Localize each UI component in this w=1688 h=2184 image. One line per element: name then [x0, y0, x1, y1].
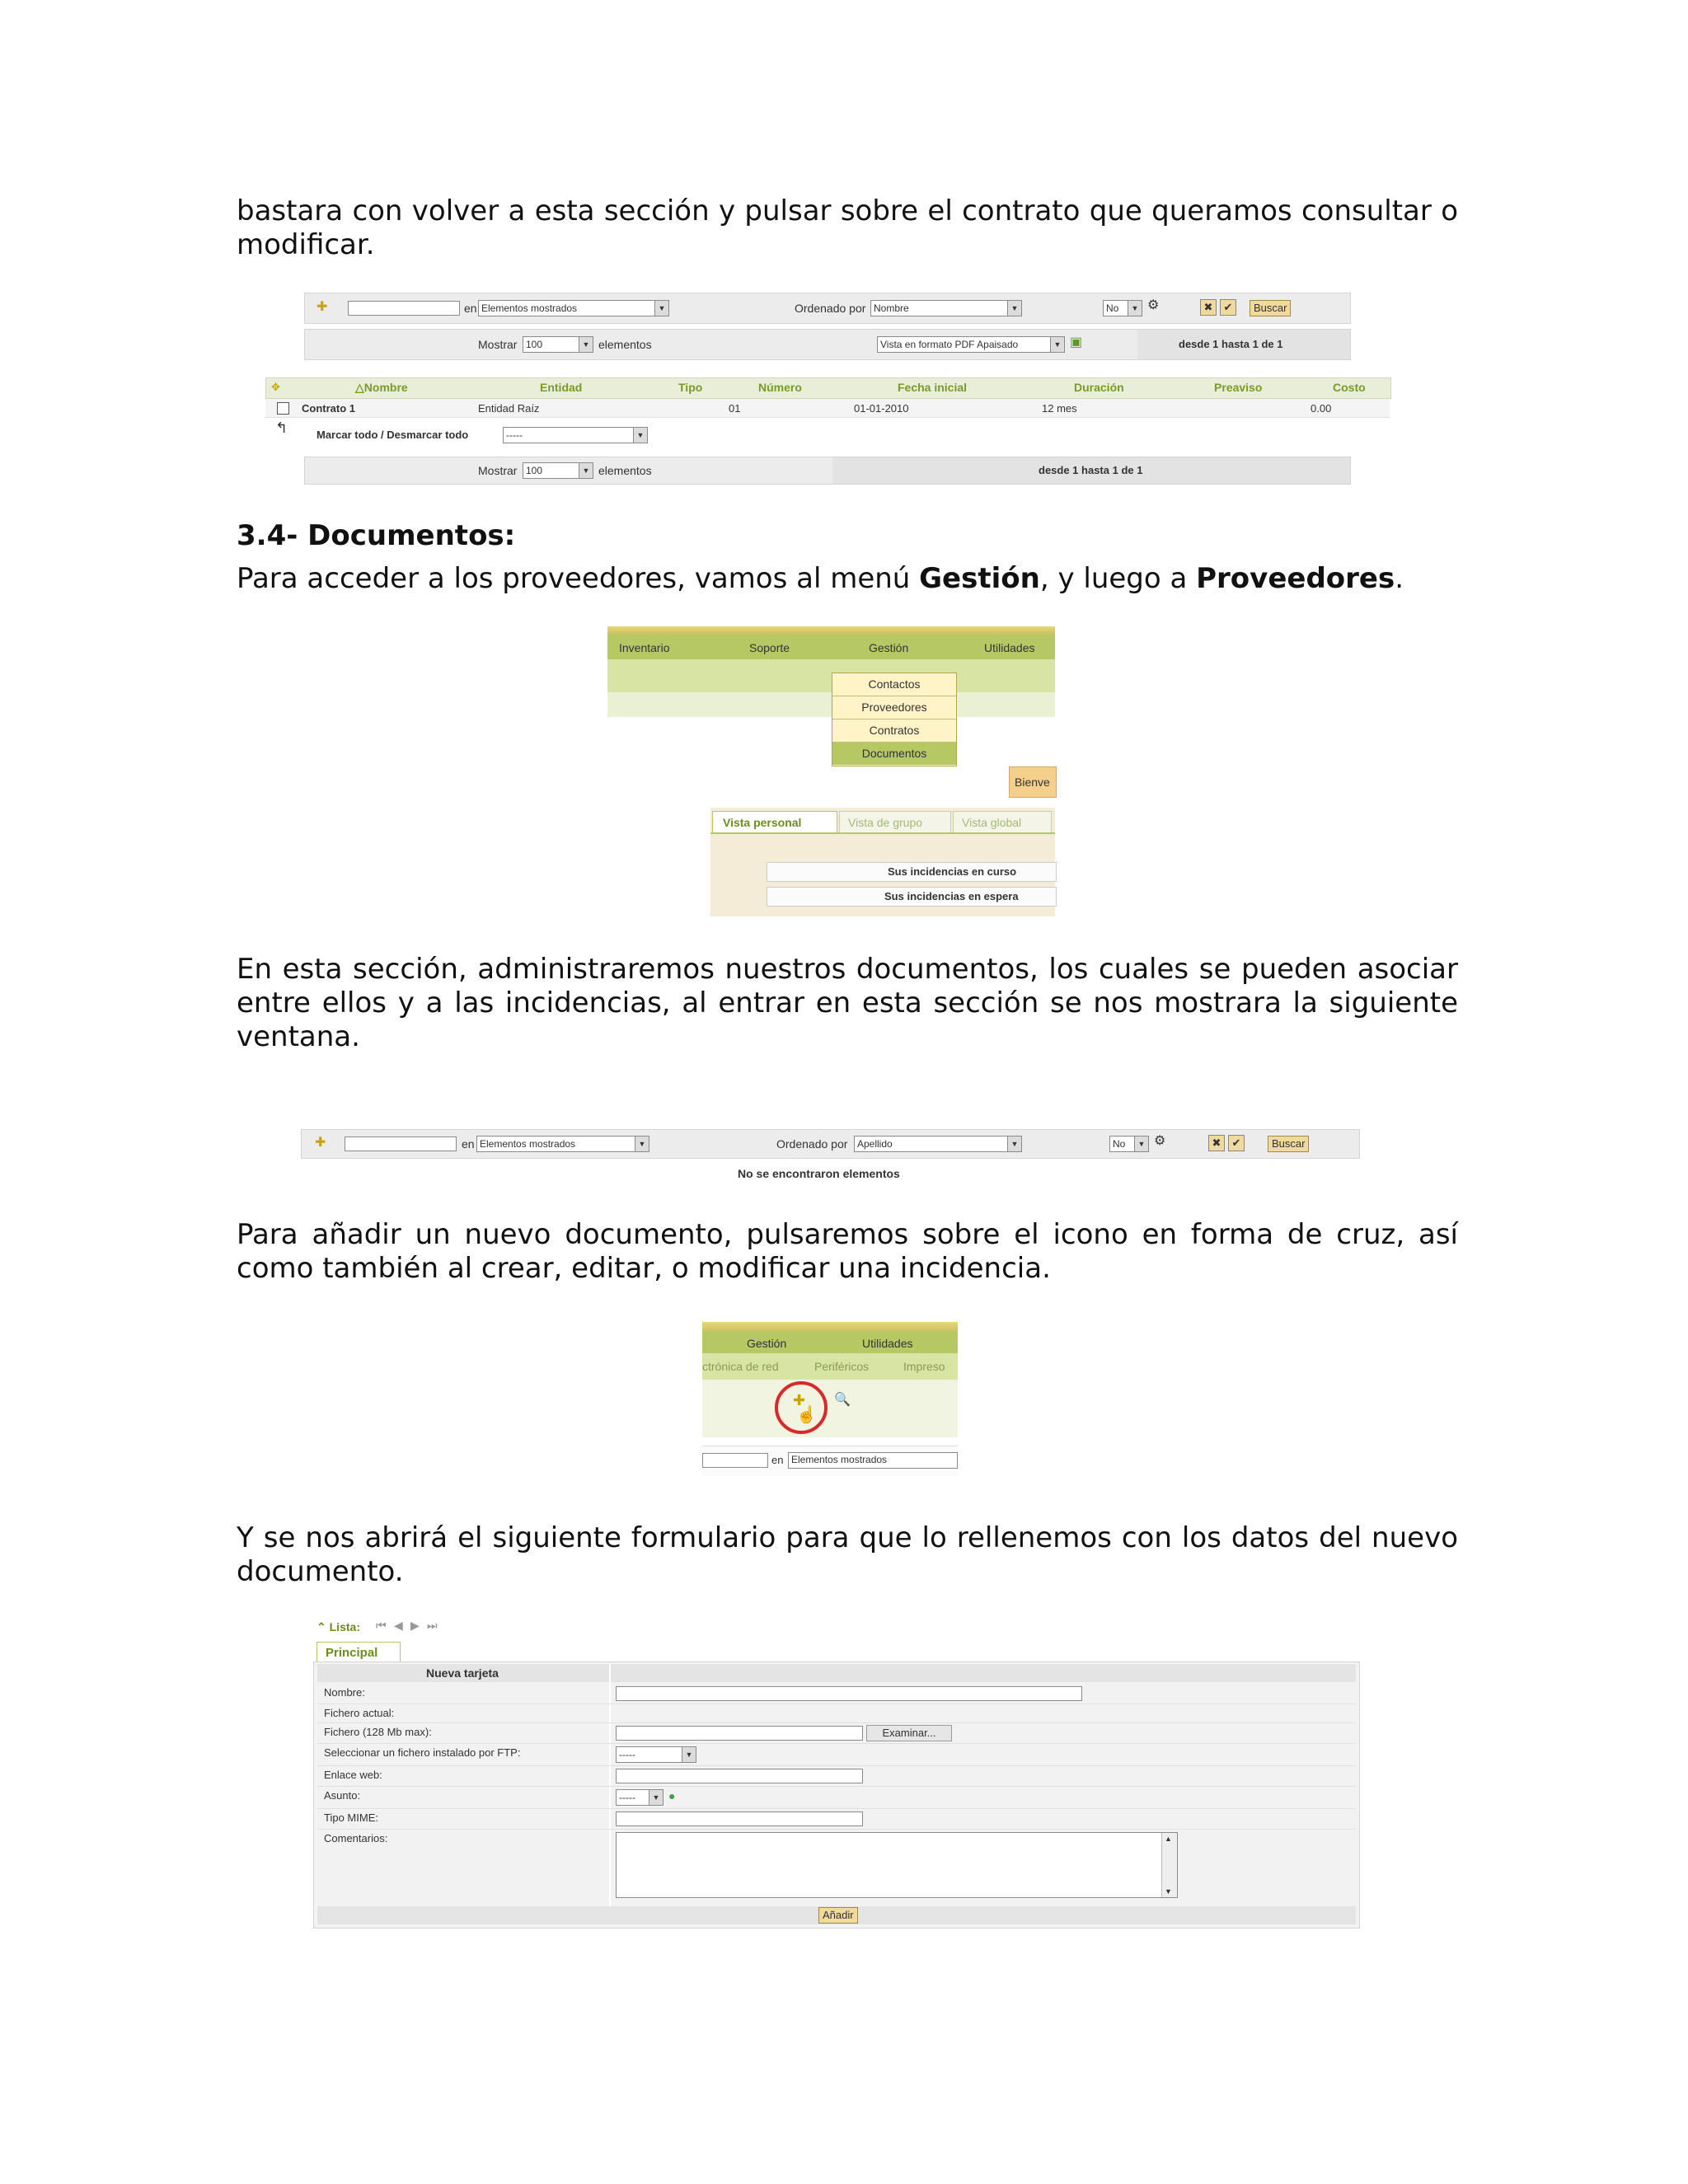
next-icon[interactable]: ▶	[410, 1619, 420, 1632]
hand-cursor-icon: ☝	[796, 1406, 817, 1424]
contracts-table-screenshot	[265, 377, 1391, 483]
th-nombre[interactable]: △Nombre	[355, 381, 408, 394]
ftp-select[interactable]	[616, 1746, 696, 1763]
menu-top-strip	[607, 626, 1055, 635]
count-value: 100	[526, 465, 543, 476]
reset-icon[interactable]: ✖	[1200, 299, 1217, 316]
mime-input[interactable]	[616, 1811, 863, 1826]
menu-utilidades[interactable]: Utilidades	[984, 641, 1035, 654]
dropdown-documentos[interactable]: Documentos	[832, 743, 956, 765]
no-value: No	[1106, 302, 1119, 314]
chevron-down-icon: ▼	[654, 301, 668, 316]
order-value: Apellido	[857, 1138, 893, 1150]
label-ftp: Seleccionar un fichero instalado por FTP:	[324, 1746, 521, 1759]
submenu-impresoras[interactable]: Impreso	[903, 1360, 945, 1373]
add-asunto-icon[interactable]: ●	[668, 1789, 676, 1802]
arrow-up-left-icon: ↰	[275, 419, 288, 436]
order-select[interactable]	[870, 300, 1022, 316]
tab-vista-personal[interactable]	[712, 811, 837, 834]
dropdown-proveedores[interactable]: Proveedores	[832, 696, 956, 719]
row-incidencias-curso[interactable]	[767, 862, 1057, 882]
submenu-bar	[702, 1353, 958, 1380]
row-mime	[317, 1809, 1356, 1830]
examinar-button[interactable]: Examinar...	[866, 1725, 952, 1741]
order-select[interactable]	[854, 1136, 1022, 1152]
no-select[interactable]	[1103, 300, 1142, 316]
scroll-up-icon[interactable]: ▲	[1165, 1835, 1172, 1843]
row-enlace	[317, 1766, 1356, 1787]
label-comentarios: Comentarios:	[324, 1832, 388, 1844]
menu-utilidades[interactable]: Utilidades	[862, 1337, 913, 1350]
pdf-value: Vista en formato PDF Apaisado	[880, 339, 1019, 350]
row-incidencias-curso-label: Sus incidencias en curso	[888, 865, 1017, 878]
mark-all-link[interactable]: Marcar todo / Desmarcar todo	[316, 429, 469, 441]
p2-bold-gestion: Gestión	[919, 562, 1040, 595]
menu-gestion[interactable]: Gestión	[747, 1337, 787, 1350]
paragraph-form: Y se nos abrirá el siguiente formulario para que lo rellenemos con los datos del nuevo documento.	[237, 1521, 1458, 1588]
row-incidencias-espera[interactable]	[767, 887, 1057, 907]
th-preaviso[interactable]: Preaviso	[1214, 381, 1263, 394]
menu-top-strip	[702, 1322, 958, 1332]
add-icon[interactable]: ✚	[316, 300, 328, 314]
cell-costo: 0.00	[1311, 402, 1332, 415]
p2-text-mid: , y luego a	[1039, 562, 1197, 595]
form-panel	[313, 1661, 1360, 1929]
prev-icon[interactable]: ◀	[394, 1619, 403, 1632]
first-icon[interactable]: ⏮	[376, 1619, 387, 1632]
search-strip	[702, 1446, 958, 1476]
label-fichero-actual: Fichero actual:	[324, 1707, 395, 1719]
submenu-perifericos[interactable]: Periféricos	[814, 1360, 870, 1373]
submenu-electronica[interactable]: ctrónica de red	[702, 1360, 779, 1373]
form-header-row	[317, 1664, 1356, 1682]
no-value: No	[1113, 1138, 1126, 1150]
gestion-dropdown	[832, 673, 957, 766]
buscar-button[interactable]: Buscar	[1268, 1136, 1309, 1152]
chevron-down-icon: ▼	[635, 1137, 649, 1151]
chevron-down-icon: ▼	[579, 463, 593, 478]
sort-icon: ✥	[271, 381, 280, 393]
table-header	[265, 377, 1391, 399]
paragraph-add: Para añadir un nuevo documento, pulsaremos sobre el icono en forma de cruz, así como también al crear, editar, o modificar una incidencia.	[237, 1218, 1458, 1285]
th-costo[interactable]: Costo	[1333, 381, 1366, 394]
chevron-down-icon: ▼	[1007, 301, 1021, 316]
bienvenido-box	[1009, 766, 1057, 798]
export-icon[interactable]: ▣	[1070, 335, 1083, 349]
form-footer-row	[317, 1906, 1356, 1924]
range-text: desde 1 hasta 1 de 1	[1039, 464, 1143, 476]
nombre-input[interactable]	[616, 1686, 1082, 1701]
label-fichero: Fichero (128 Mb max):	[324, 1726, 432, 1738]
row-asunto	[317, 1787, 1356, 1809]
chevron-down-icon: ▼	[633, 428, 647, 443]
th-nombre-label: Nombre	[363, 381, 408, 394]
asunto-select[interactable]	[616, 1789, 663, 1806]
row-fichero-actual	[317, 1704, 1356, 1723]
search-input[interactable]	[702, 1453, 768, 1468]
anadir-button[interactable]: Añadir	[818, 1907, 858, 1924]
cell-duracion: 12 mes	[1042, 402, 1077, 415]
count-select[interactable]	[523, 462, 593, 479]
fichero-input[interactable]	[616, 1726, 863, 1741]
search-input[interactable]	[345, 1137, 457, 1151]
action-area	[702, 1380, 958, 1437]
cell-nombre[interactable]: Contrato 1	[302, 402, 355, 415]
chevron-down-icon: ▼	[579, 337, 593, 352]
section-heading: 3.4- Documentos:	[237, 519, 516, 552]
check-icon[interactable]: ✔	[1220, 299, 1236, 316]
pager-bar	[304, 329, 1351, 360]
scope-select[interactable]	[476, 1136, 649, 1152]
ftp-value: -----	[619, 1749, 635, 1760]
paragraph-access	[237, 562, 1458, 596]
asunto-value: -----	[619, 1792, 635, 1803]
enlace-input[interactable]	[616, 1769, 863, 1783]
form-title: Nueva tarjeta	[426, 1666, 499, 1680]
paragraph-intro: bastara con volver a esta sección y pulsar sobre el contrato que queramos consultar o modificar.	[237, 194, 1458, 261]
chevron-down-icon: ▼	[649, 1790, 663, 1805]
en-label: en	[462, 1137, 475, 1151]
chevron-down-icon: ▼	[1128, 301, 1142, 316]
dropdown-contratos[interactable]: Contratos	[832, 719, 956, 743]
menu-screenshot	[607, 626, 1055, 916]
tab-principal[interactable]	[316, 1642, 401, 1662]
label-nombre: Nombre:	[324, 1686, 365, 1699]
order-value: Nombre	[874, 302, 909, 314]
row-checkbox[interactable]	[277, 402, 289, 415]
mass-action-select[interactable]	[503, 427, 648, 443]
menu-bar	[702, 1332, 958, 1353]
cell-fecha: 01-01-2010	[854, 402, 909, 415]
empty-message: No se encontraron elementos	[738, 1167, 900, 1180]
mass-action-value: -----	[506, 429, 523, 441]
people-icon[interactable]: ⚙	[1147, 298, 1160, 312]
lista-link[interactable]: ⌃ Lista:	[316, 1620, 360, 1633]
tab-principal-label: Principal	[326, 1646, 378, 1660]
elementos-label: elementos	[598, 338, 652, 351]
en-label: en	[771, 1454, 784, 1466]
add-icon-screenshot	[702, 1322, 958, 1479]
th-duracion[interactable]: Duración	[1074, 381, 1124, 394]
count-value: 100	[526, 339, 543, 350]
no-select[interactable]	[1109, 1136, 1149, 1152]
menu-bar	[607, 635, 1055, 659]
dropdown-contactos[interactable]: Contactos	[832, 673, 956, 696]
contracts-search-screenshot	[304, 293, 1351, 372]
elementos-label: elementos	[598, 464, 652, 477]
comentarios-textarea[interactable]	[616, 1832, 1178, 1898]
row-fichero	[317, 1723, 1356, 1744]
last-icon[interactable]: ⏭	[427, 1619, 438, 1632]
p2-bold-proveedores: Proveedores	[1196, 562, 1395, 595]
label-asunto: Asunto:	[324, 1789, 361, 1802]
chevron-down-icon: ▼	[1050, 337, 1064, 352]
documents-search-screenshot	[301, 1129, 1360, 1187]
mostrar-label: Mostrar	[478, 338, 518, 351]
scope-value: Elementos mostrados	[480, 1138, 576, 1150]
cell-numero: 01	[729, 402, 741, 415]
check-icon[interactable]: ✔	[1228, 1135, 1245, 1151]
range-box	[1137, 330, 1350, 359]
search-bar	[304, 293, 1351, 324]
reset-icon[interactable]: ✖	[1208, 1135, 1225, 1151]
row-incidencias-espera-label: Sus incidencias en espera	[884, 890, 1019, 902]
pdf-select[interactable]	[877, 336, 1065, 353]
range-text: desde 1 hasta 1 de 1	[1179, 338, 1283, 350]
add-cross-icon[interactable]: ✚	[793, 1392, 806, 1408]
buscar-button[interactable]: Buscar	[1250, 300, 1291, 316]
textarea-scrollbar[interactable]	[1161, 1833, 1177, 1897]
row-comentarios	[317, 1830, 1356, 1900]
search-bar	[301, 1129, 1360, 1159]
ordenado-label: Ordenado por	[795, 302, 866, 315]
p2-text-end: .	[1395, 562, 1404, 595]
ordenado-label: Ordenado por	[776, 1137, 848, 1151]
lista-label: Lista	[329, 1620, 357, 1633]
row-nombre	[317, 1684, 1356, 1704]
paragraph-section: En esta sección, administraremos nuestros documentos, los cuales se pueden asociar entre ellos y a las incidencias, al entrar en esta sección se nos mostrara la siguiente ventana.	[237, 953, 1458, 1053]
mostrar-label: Mostrar	[478, 464, 518, 477]
cell-entidad: Entidad Raíz	[478, 402, 540, 415]
label-mime: Tipo MIME:	[324, 1811, 378, 1824]
tab-vista-grupo-label: Vista de grupo	[848, 816, 923, 829]
bienvenido-text: Bienve	[1015, 776, 1050, 789]
add-icon[interactable]: ✚	[315, 1136, 326, 1150]
en-label: en	[464, 302, 477, 315]
range-box	[832, 457, 1350, 484]
row-ftp	[317, 1744, 1356, 1766]
scope-value: Elementos mostrados	[481, 302, 578, 314]
th-entidad[interactable]: Entidad	[540, 381, 583, 394]
tab-vista-global[interactable]	[953, 811, 1052, 834]
tab-underline	[710, 832, 1055, 834]
tab-vista-personal-label: Vista personal	[723, 816, 802, 829]
scope-select[interactable]	[478, 300, 669, 316]
chevron-down-icon: ▼	[1134, 1137, 1148, 1151]
th-fecha[interactable]: Fecha inicial	[898, 381, 968, 394]
menu-soporte[interactable]: Soporte	[749, 641, 790, 654]
p2-text: Para acceder a los proveedores, vamos al menú	[237, 562, 920, 595]
menu-inventario[interactable]: Inventario	[619, 641, 670, 654]
search-icon[interactable]: 🔍	[834, 1393, 851, 1407]
tab-vista-grupo[interactable]	[839, 811, 951, 834]
scroll-down-icon[interactable]: ▼	[1165, 1887, 1172, 1896]
chevron-down-icon: ▼	[1007, 1137, 1021, 1151]
table-row[interactable]	[265, 399, 1390, 418]
count-select[interactable]	[523, 336, 593, 353]
new-document-form-screenshot	[313, 1617, 1360, 1930]
people-icon[interactable]: ⚙	[1154, 1134, 1166, 1148]
menu-gestion[interactable]: Gestión	[869, 641, 909, 654]
label-enlace: Enlace web:	[324, 1769, 382, 1781]
chevron-down-icon: ▼	[682, 1747, 696, 1762]
tab-area	[710, 808, 1055, 916]
pager-bar-bottom	[304, 457, 1351, 485]
search-input[interactable]	[348, 301, 460, 316]
tab-vista-global-label: Vista global	[962, 816, 1022, 829]
th-numero[interactable]: Número	[758, 381, 802, 394]
scope-select[interactable]: Elementos mostrados	[788, 1452, 958, 1469]
th-tipo[interactable]: Tipo	[678, 381, 703, 394]
